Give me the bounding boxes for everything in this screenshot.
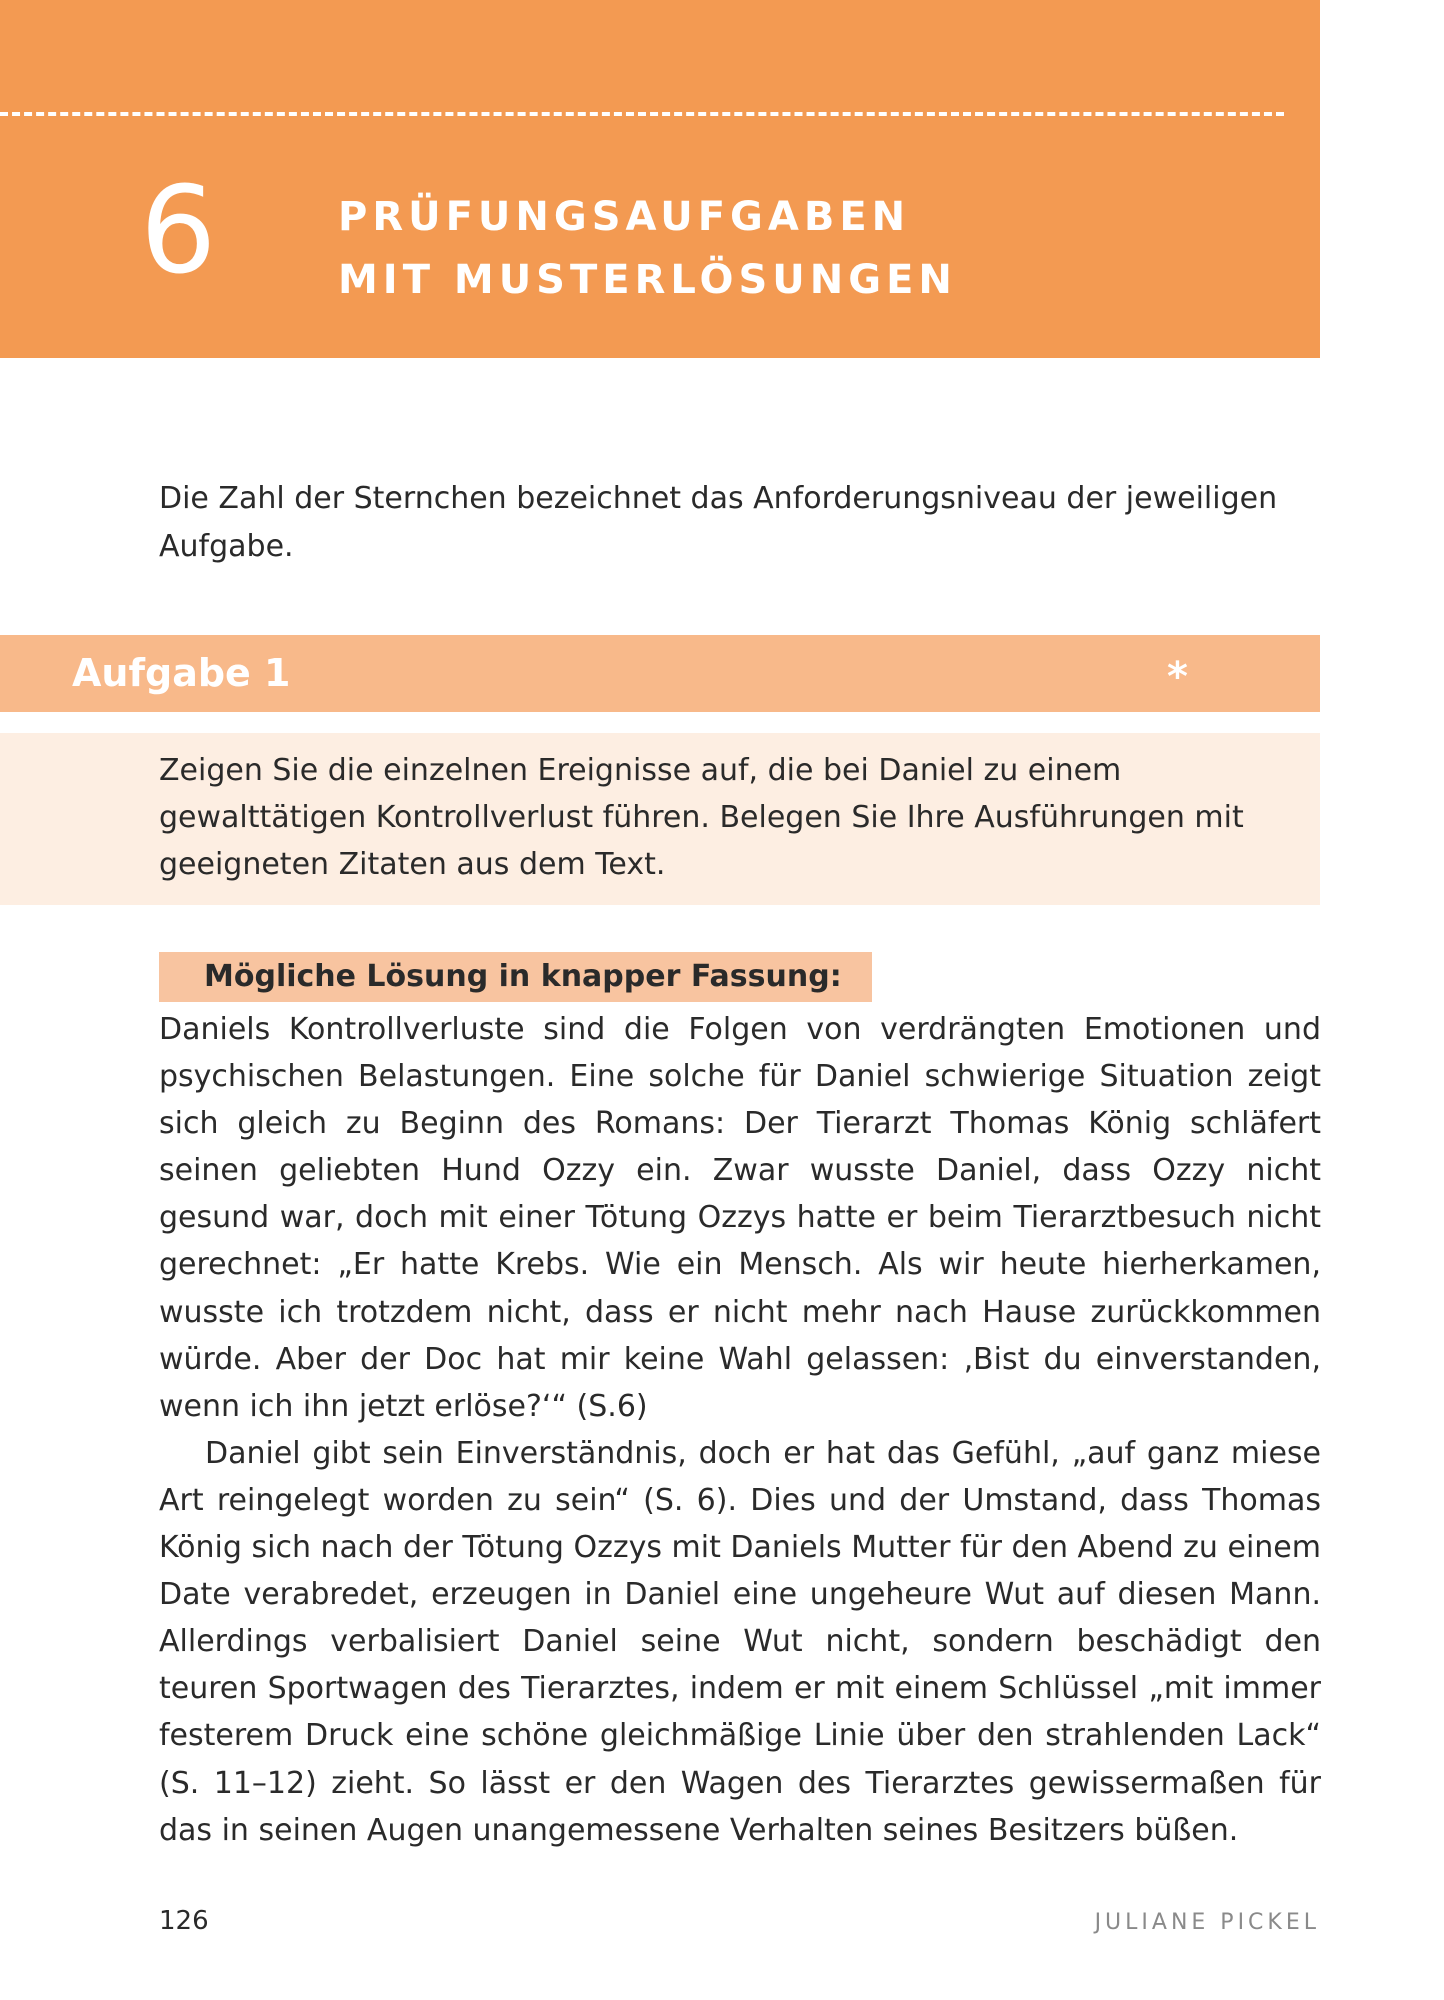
chapter-title-line-2: MIT MUSTERLÖSUNGEN: [338, 257, 957, 303]
difficulty-stars: *: [1167, 654, 1188, 700]
dashed-divider: [0, 112, 1284, 116]
chapter-title: [338, 186, 957, 312]
solution-paragraph-2: Daniel gibt sein Einverständnis, doch er hat das Gefühl, „auf ganz miese Art reingelegt worden zu sein“ (S. 6). Dies und der Umstand, dass Thomas König sich nach der Tötung Ozzys mit Daniels Mutter für den Abend zu einem Date verabredet, erzeugen in Daniel eine ungeheure Wut auf diesen Mann. Allerdings verbalisiert Daniel seine Wut nicht, sondern beschädigt den teuren Sportwagen des Tierarztes, indem er mit einem Schlüssel „mit immer festerem Druck eine schöne gleichmäßige Linie über den strahlenden Lack“ (S. 11–12) zieht. So lässt er den Wagen des Tierarztes gewissermaßen für das in seinen Augen unangemessene Verhalten seines Besitzers büßen.: [159, 1435, 1321, 1848]
author-name: JULIANE PICKEL: [1094, 1910, 1320, 1935]
task-title: Aufgabe 1: [72, 651, 291, 695]
task-header-bar: [0, 635, 1320, 712]
chapter-header: [0, 0, 1320, 358]
solution-paragraph-1: Daniels Kontrollverluste sind die Folgen von verdrängten Emotionen und psychischen Belastungen. Eine solche für Daniel schwierige Situation zeigt sich gleich zu Beginn des Romans: Der Tierarzt Thomas König schläfert seinen geliebten Hund Ozzy ein. Zwar wusste Daniel, dass Ozzy nicht gesund war, doch mit einer Tötung Ozzys hatte er beim Tierarztbesuch nicht gerechnet: „Er hatte Krebs. Wie ein Mensch. Als wir heute hierherkamen, wusste ich trotzdem nicht, dass er nicht mehr nach Hause zurückkommen würde. Aber der Doc hat mir keine Wahl gelassen: ‚Bist du einverstanden, wenn ich ihn jetzt erlöse?‘“ (S.6): [159, 1012, 1321, 1424]
task-box: [0, 733, 1320, 905]
solution-label-text: Mögliche Lösung in knapper Fassung:: [204, 959, 842, 994]
task-text: Zeigen Sie die einzelnen Ereignisse auf, die bei Daniel zu einem gewalttätigen Kontrollverlust führen. Belegen Sie Ihre Ausführungen mit geeigneten Zitaten aus dem Text.: [159, 753, 1244, 882]
intro-text: Die Zahl der Sternchen bezeichnet das Anforderungsniveau der jeweiligen Aufgabe.: [159, 481, 1278, 564]
page-number: 126: [159, 1906, 209, 1936]
chapter-number: 6: [140, 162, 217, 301]
solution-label: [159, 952, 872, 1002]
solution-body: [159, 1006, 1321, 1854]
chapter-title-line-1: PRÜFUNGSAUFGABEN: [338, 194, 911, 240]
